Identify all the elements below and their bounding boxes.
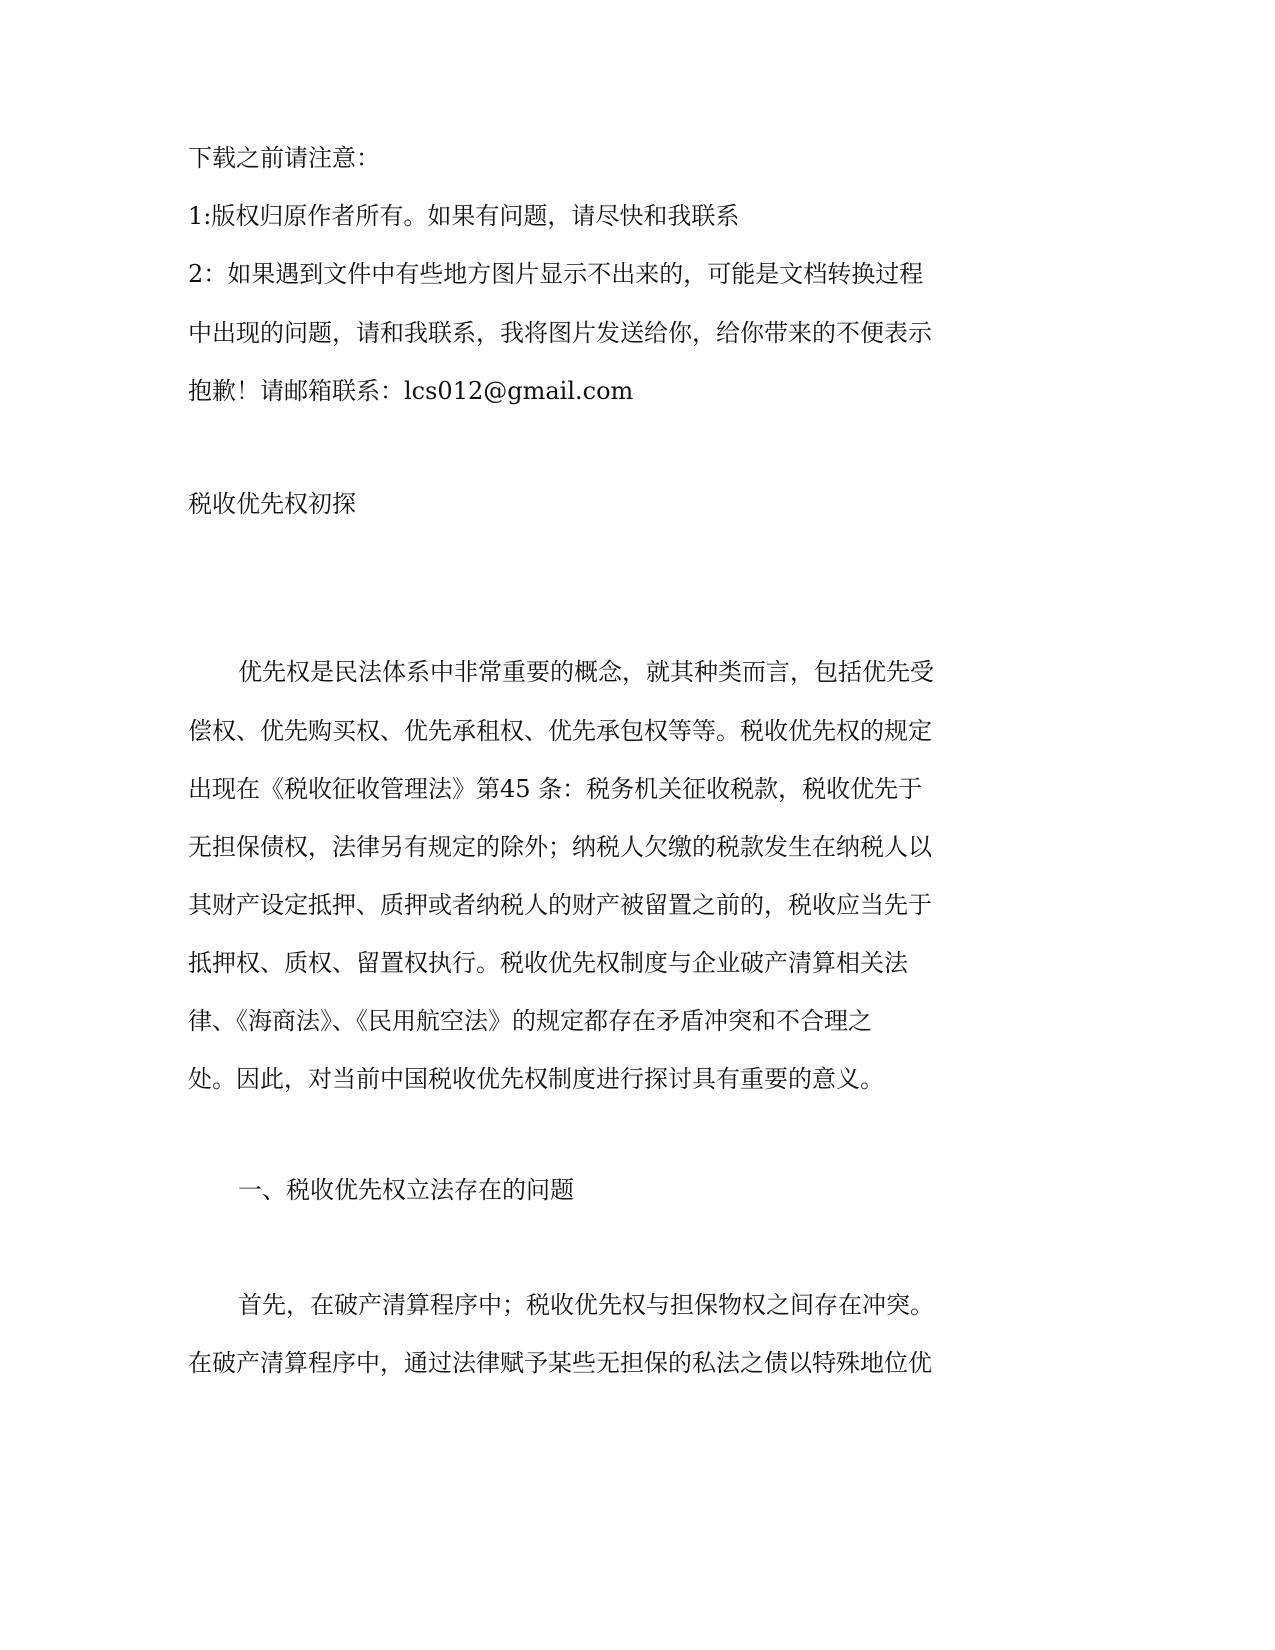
notice-item-2-line-1: 2：如果遇到文件中有些地方图片显示不出来的，可能是文档转换过程 xyxy=(188,260,924,288)
notice-item-2-line-2: 中出现的问题，请和我联系，我将图片发送给你，给你带来的不便表示 xyxy=(188,319,932,347)
intro-line-7: 律、《海商法》、《民用航空法》的规定都存在矛盾冲突和不合理之 xyxy=(188,1007,872,1035)
intro-line-6: 抵押权、质权、留置权执行。税收优先权制度与企业破产清算相关法 xyxy=(188,949,908,977)
intro-line-2: 偿权、优先购买权、优先承租权、优先承包权等等。税收优先权的规定 xyxy=(188,717,932,745)
notice-heading: 下载之前请注意： xyxy=(188,144,380,172)
section-1-heading: 一、税收优先权立法存在的问题 xyxy=(238,1176,574,1204)
intro-line-4: 无担保债权，法律另有规定的除外；纳税人欠缴的税款发生在纳税人以 xyxy=(188,833,932,861)
intro-line-3: 出现在《税收征收管理法》第45 条：税务机关征收税款，税收优先于 xyxy=(188,775,923,803)
intro-line-8: 处。因此，对当前中国税收优先权制度进行探讨具有重要的意义。 xyxy=(188,1065,884,1093)
notice-item-2-line-3: 抱歉！请邮箱联系：lcs012@gmail.com xyxy=(188,377,634,405)
notice-item-1: 1:版权归原作者所有。如果有问题，请尽快和我联系 xyxy=(188,202,740,230)
article-title: 税收优先权初探 xyxy=(188,490,356,518)
intro-line-5: 其财产设定抵押、质押或者纳税人的财产被留置之前的，税收应当先于 xyxy=(188,891,932,919)
intro-line-1: 优先权是民法体系中非常重要的概念，就其种类而言，包括优先受 xyxy=(238,658,934,686)
section-1-line-1: 首先，在破产清算程序中；税收优先权与担保物权之间存在冲突。 xyxy=(238,1291,934,1319)
section-1-line-2: 在破产清算程序中，通过法律赋予某些无担保的私法之债以特殊地位优 xyxy=(188,1349,932,1377)
